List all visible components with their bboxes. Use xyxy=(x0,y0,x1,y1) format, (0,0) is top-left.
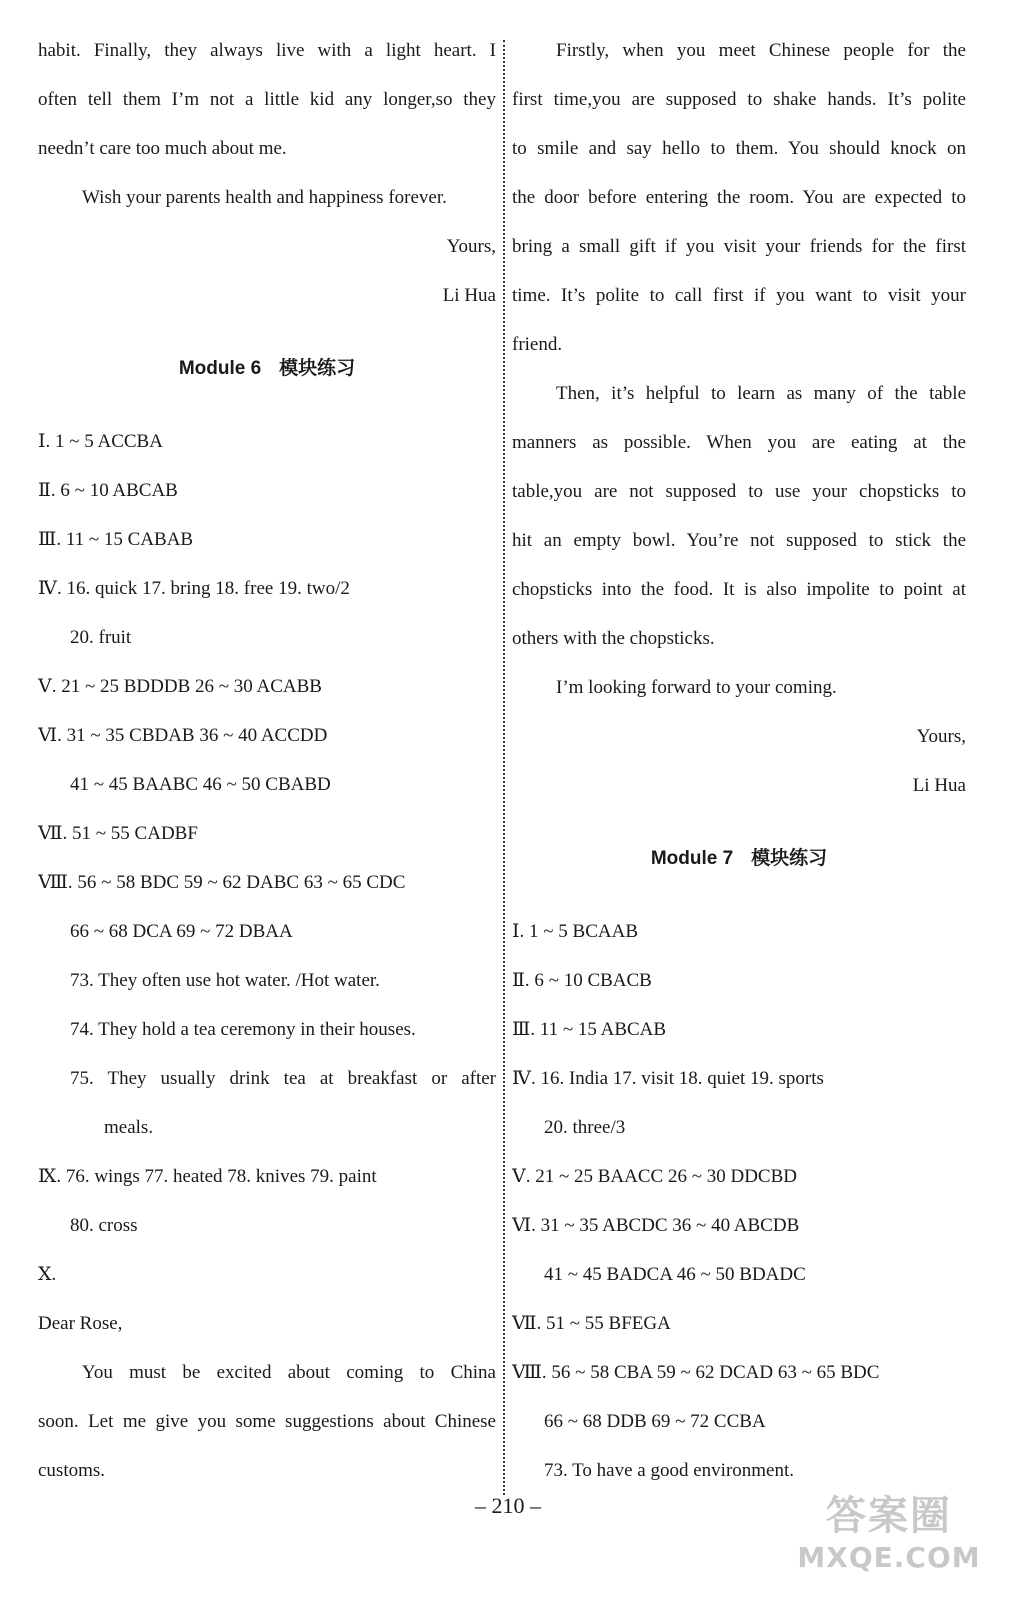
column-divider xyxy=(503,40,505,1495)
answer-line: Ⅵ. 31 ~ 35 ABCDC 36 ~ 40 ABCDB xyxy=(512,1215,800,1236)
text-line: manners as possible. When you are eating at the xyxy=(512,432,966,453)
text-line: You must be excited about coming to China xyxy=(82,1362,496,1383)
answer-line: 41 ~ 45 BAABC 46 ~ 50 CBABD xyxy=(70,774,331,795)
answer-line: 41 ~ 45 BADCA 46 ~ 50 BDADC xyxy=(544,1264,806,1285)
letter-signature: Li Hua xyxy=(912,775,966,796)
forward-line: I’m looking forward to your coming. xyxy=(556,677,837,698)
answer-line: Ⅷ. 56 ~ 58 CBA 59 ~ 62 DCAD 63 ~ 65 BDC xyxy=(512,1362,880,1383)
text-line: often tell them I’m not a little kid any longer,so they xyxy=(38,89,496,110)
right-column xyxy=(512,26,966,1495)
text-line: Then, it’s helpful to learn as many of the table xyxy=(556,383,966,404)
answer-line: Ⅸ. 76. wings 77. heated 78. knives 79. paint xyxy=(38,1166,377,1187)
module-subtitle: 模块练习 xyxy=(751,848,828,869)
text-line: table,you are not supposed to use your chopsticks to xyxy=(512,481,966,502)
text-line: others with the chopsticks. xyxy=(512,628,715,649)
answer-line: 75. They usually drink tea at breakfast or after xyxy=(70,1068,496,1089)
answer-line: 66 ~ 68 DCA 69 ~ 72 DBAA xyxy=(70,921,293,942)
text-line: time. It’s polite to call first if you want to visit your xyxy=(512,285,966,306)
text-line: chopsticks into the food. It is also impolite to point at xyxy=(512,579,966,600)
module-6-answers xyxy=(38,417,496,1299)
text-line: friend. xyxy=(512,334,563,355)
module-6-heading xyxy=(38,344,496,393)
text-line: soon. Let me give you some suggestions about Chinese xyxy=(38,1411,496,1432)
module-title: Module 6 xyxy=(178,358,262,379)
text-line: the door before entering the room. You are expected to xyxy=(512,187,966,208)
answer-line: 66 ~ 68 DDB 69 ~ 72 CCBA xyxy=(544,1411,766,1432)
module-7-heading xyxy=(512,834,966,883)
answer-line: 73. They often use hot water. /Hot water. xyxy=(70,970,380,991)
answer-line: 20. fruit xyxy=(70,627,132,648)
text-line: Firstly, when you meet Chinese people for the xyxy=(556,40,966,61)
answer-line: 20. three/3 xyxy=(544,1117,626,1138)
watermark-url: MXQE.COM xyxy=(797,1541,981,1574)
text-line: to smile and say hello to them. You should knock on xyxy=(512,138,966,159)
answer-line: Ⅰ. 1 ~ 5 BCAAB xyxy=(512,921,638,942)
text-line: needn’t care too much about me. xyxy=(38,138,287,159)
answer-line: Ⅴ. 21 ~ 25 BAACC 26 ~ 30 DDCBD xyxy=(512,1166,797,1187)
answer-line: Ⅶ. 51 ~ 55 BFEGA xyxy=(512,1313,671,1334)
module-subtitle: 模块练习 xyxy=(279,358,356,379)
wish-line: Wish your parents health and happiness forever. xyxy=(82,187,447,208)
answer-line: Ⅲ. 11 ~ 15 ABCAB xyxy=(512,1019,667,1040)
answer-line: Ⅳ. 16. India 17. visit 18. quiet 19. sports xyxy=(512,1068,824,1089)
page-number: – 210 – xyxy=(475,1493,541,1518)
watermark-text: 答案圈 xyxy=(826,1493,952,1539)
module-title: Module 7 xyxy=(650,848,734,869)
answer-line: Ⅴ. 21 ~ 25 BDDDB 26 ~ 30 ACABB xyxy=(38,676,322,697)
answer-line: 74. They hold a tea ceremony in their houses. xyxy=(70,1019,416,1040)
answer-line: Ⅵ. 31 ~ 35 CBDAB 36 ~ 40 ACCDD xyxy=(38,725,328,746)
answer-line: Ⅰ. 1 ~ 5 ACCBA xyxy=(38,431,163,452)
module-7-answers xyxy=(512,907,966,1495)
text-line: bring a small gift if you visit your friends for the first xyxy=(512,236,966,257)
answer-line: Ⅱ. 6 ~ 10 CBACB xyxy=(512,970,652,991)
answer-line: Ⅷ. 56 ~ 58 BDC 59 ~ 62 DABC 63 ~ 65 CDC xyxy=(38,872,406,893)
text-line: habit. Finally, they always live with a light heart. I xyxy=(38,40,496,61)
answer-line: Ⅶ. 51 ~ 55 CADBF xyxy=(38,823,198,844)
letter-signature: Li Hua xyxy=(442,285,496,306)
answer-line: meals. xyxy=(104,1117,154,1138)
left-column xyxy=(38,26,496,1495)
answer-line: 80. cross xyxy=(70,1215,138,1236)
answer-line: Ⅲ. 11 ~ 15 CABAB xyxy=(38,529,194,550)
letter-greeting: Dear Rose, xyxy=(38,1313,123,1334)
answer-line: 73. To have a good environment. xyxy=(544,1460,795,1481)
watermark-logo xyxy=(774,1484,1004,1594)
text-line: customs. xyxy=(38,1460,106,1481)
letter-closing: Yours, xyxy=(446,236,496,257)
text-line: hit an empty bowl. You’re not supposed to stick the xyxy=(512,530,966,551)
answer-line: Ⅳ. 16. quick 17. bring 18. free 19. two/2 xyxy=(38,578,350,599)
text-line: first time,you are supposed to shake hands. It’s polite xyxy=(512,89,966,110)
answer-line: Ⅱ. 6 ~ 10 ABCAB xyxy=(38,480,178,501)
answer-line: Ⅹ. xyxy=(38,1264,57,1285)
letter-closing: Yours, xyxy=(916,726,966,747)
